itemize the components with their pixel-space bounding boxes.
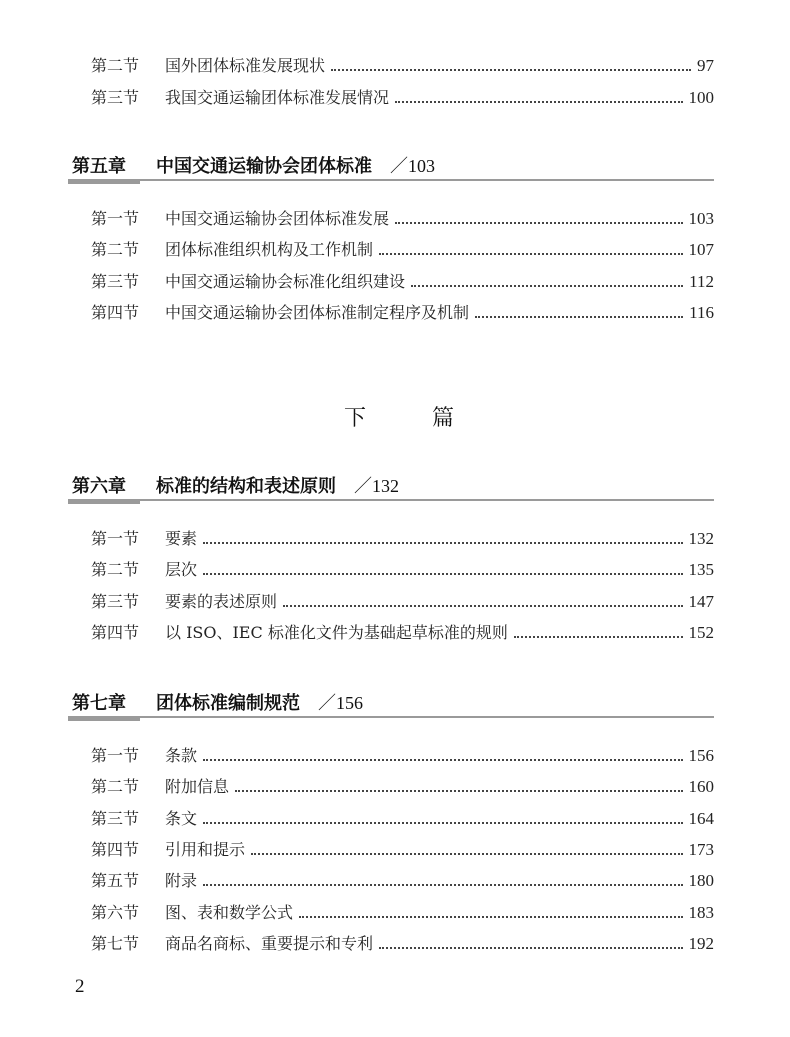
section-title: 中国交通运输协会团体标准制定程序及机制 xyxy=(165,303,470,322)
section-page: 107 xyxy=(688,240,714,259)
dot-leader xyxy=(203,758,682,761)
chapter-heading-6[interactable] xyxy=(68,472,714,504)
toc-entry[interactable] xyxy=(91,743,714,769)
chapter-heading-5[interactable] xyxy=(68,152,714,184)
section-title: 要素 xyxy=(165,529,198,548)
chapter-title-wrap xyxy=(156,472,399,498)
part-heading xyxy=(344,401,454,432)
section-page: 183 xyxy=(688,903,714,922)
section-page: 160 xyxy=(688,777,714,796)
section-number: 第一节 xyxy=(91,746,140,765)
toc-entry[interactable] xyxy=(91,237,714,263)
dot-leader xyxy=(203,572,682,575)
section-title: 国外团体标准发展现状 xyxy=(165,56,326,75)
section-number: 第六节 xyxy=(91,903,140,922)
chapter-page: ／132 xyxy=(354,476,399,496)
section-number: 第二节 xyxy=(91,560,140,579)
section-number: 第三节 xyxy=(91,592,140,611)
chapter-title-wrap xyxy=(156,689,363,715)
section-title: 要素的表述原则 xyxy=(165,592,278,611)
chapter-title: 标准的结构和表述原则 xyxy=(156,476,336,497)
dot-leader xyxy=(475,315,683,318)
toc-entry[interactable] xyxy=(91,85,714,111)
section-page: 152 xyxy=(688,623,714,642)
dot-leader xyxy=(299,915,682,918)
toc-entry[interactable] xyxy=(91,931,714,957)
section-page: 97 xyxy=(697,56,714,75)
dot-leader xyxy=(203,883,682,886)
toc-entry[interactable] xyxy=(91,269,714,295)
toc-entry[interactable] xyxy=(91,557,714,583)
section-number: 第七节 xyxy=(91,934,140,953)
section-title: 附录 xyxy=(165,871,198,890)
toc-entry[interactable] xyxy=(91,300,714,326)
section-page: 100 xyxy=(688,88,714,107)
toc-entry[interactable] xyxy=(91,900,714,926)
section-page: 112 xyxy=(689,272,714,291)
section-title: 条款 xyxy=(165,746,198,765)
chapter-title: 中国交通运输协会团体标准 xyxy=(156,156,372,177)
section-title: 我国交通运输团体标准发展情况 xyxy=(165,88,390,107)
section-title: 层次 xyxy=(165,560,198,579)
chapter-rule xyxy=(68,499,714,501)
section-page: 164 xyxy=(688,809,714,828)
section-number: 第四节 xyxy=(91,623,140,642)
dot-leader xyxy=(251,852,682,855)
chapter-page: ／103 xyxy=(390,156,435,176)
chapter-number: 第六章 xyxy=(72,476,126,497)
page-number: 2 xyxy=(75,976,85,997)
section-number: 第三节 xyxy=(91,809,140,828)
toc-entry[interactable] xyxy=(91,806,714,832)
section-number: 第四节 xyxy=(91,840,140,859)
toc-entry[interactable] xyxy=(91,620,714,646)
dot-leader xyxy=(235,789,682,792)
toc-entry[interactable] xyxy=(91,868,714,894)
toc-entry[interactable] xyxy=(91,526,714,552)
toc-entry[interactable] xyxy=(91,206,714,232)
section-number: 第三节 xyxy=(91,88,140,107)
chapter-rule-accent xyxy=(68,179,140,184)
section-title: 条文 xyxy=(165,809,198,828)
dot-leader xyxy=(283,604,682,607)
toc-entry[interactable] xyxy=(91,774,714,800)
dot-leader xyxy=(379,946,682,949)
chapter-page: ／156 xyxy=(318,693,363,713)
toc-entry[interactable] xyxy=(91,53,714,79)
part-heading-char: 下 xyxy=(344,406,367,431)
dot-leader xyxy=(379,252,682,255)
chapter-number: 第七章 xyxy=(72,693,126,714)
section-number: 第一节 xyxy=(91,209,140,228)
section-page: 103 xyxy=(688,209,714,228)
section-number: 第四节 xyxy=(91,303,140,322)
dot-leader xyxy=(411,284,683,287)
section-page: 156 xyxy=(688,746,714,765)
section-page: 132 xyxy=(688,529,714,548)
chapter-rule-accent xyxy=(68,499,140,504)
section-number: 第一节 xyxy=(91,529,140,548)
section-title: 引用和提示 xyxy=(165,840,246,859)
section-title: 附加信息 xyxy=(165,777,230,796)
chapter-heading-7[interactable] xyxy=(68,689,714,721)
chapter-rule xyxy=(68,179,714,181)
chapter-rule-accent xyxy=(68,716,140,721)
dot-leader xyxy=(395,221,682,224)
section-page: 135 xyxy=(688,560,714,579)
section-page: 180 xyxy=(688,871,714,890)
chapter-number: 第五章 xyxy=(72,156,126,177)
dot-leader xyxy=(395,100,682,103)
section-number: 第五节 xyxy=(91,871,140,890)
section-title: 中国交通运输协会团体标准发展 xyxy=(165,209,390,228)
dot-leader xyxy=(514,635,683,638)
section-number: 第二节 xyxy=(91,240,140,259)
section-title: 中国交通运输协会标准化组织建设 xyxy=(165,272,406,291)
chapter-title: 团体标准编制规范 xyxy=(156,693,300,714)
chapter-title-wrap xyxy=(156,152,435,178)
section-page: 192 xyxy=(688,934,714,953)
section-page: 116 xyxy=(689,303,714,322)
section-title: 团体标准组织机构及工作机制 xyxy=(165,240,374,259)
section-page: 147 xyxy=(688,592,714,611)
section-page: 173 xyxy=(688,840,714,859)
part-heading-char: 篇 xyxy=(431,406,454,431)
toc-entry[interactable] xyxy=(91,837,714,863)
section-number: 第三节 xyxy=(91,272,140,291)
section-title: 图、表和数学公式 xyxy=(165,903,294,922)
section-number: 第二节 xyxy=(91,56,140,75)
section-title: 商品名商标、重要提示和专利 xyxy=(165,934,374,953)
dot-leader xyxy=(203,821,682,824)
dot-leader xyxy=(331,68,691,71)
toc-entry[interactable] xyxy=(91,589,714,615)
section-title: 以 ISO、IEC 标准化文件为基础起草标准的规则 xyxy=(165,623,508,642)
chapter-rule xyxy=(68,716,714,718)
section-number: 第二节 xyxy=(91,777,140,796)
dot-leader xyxy=(203,541,682,544)
